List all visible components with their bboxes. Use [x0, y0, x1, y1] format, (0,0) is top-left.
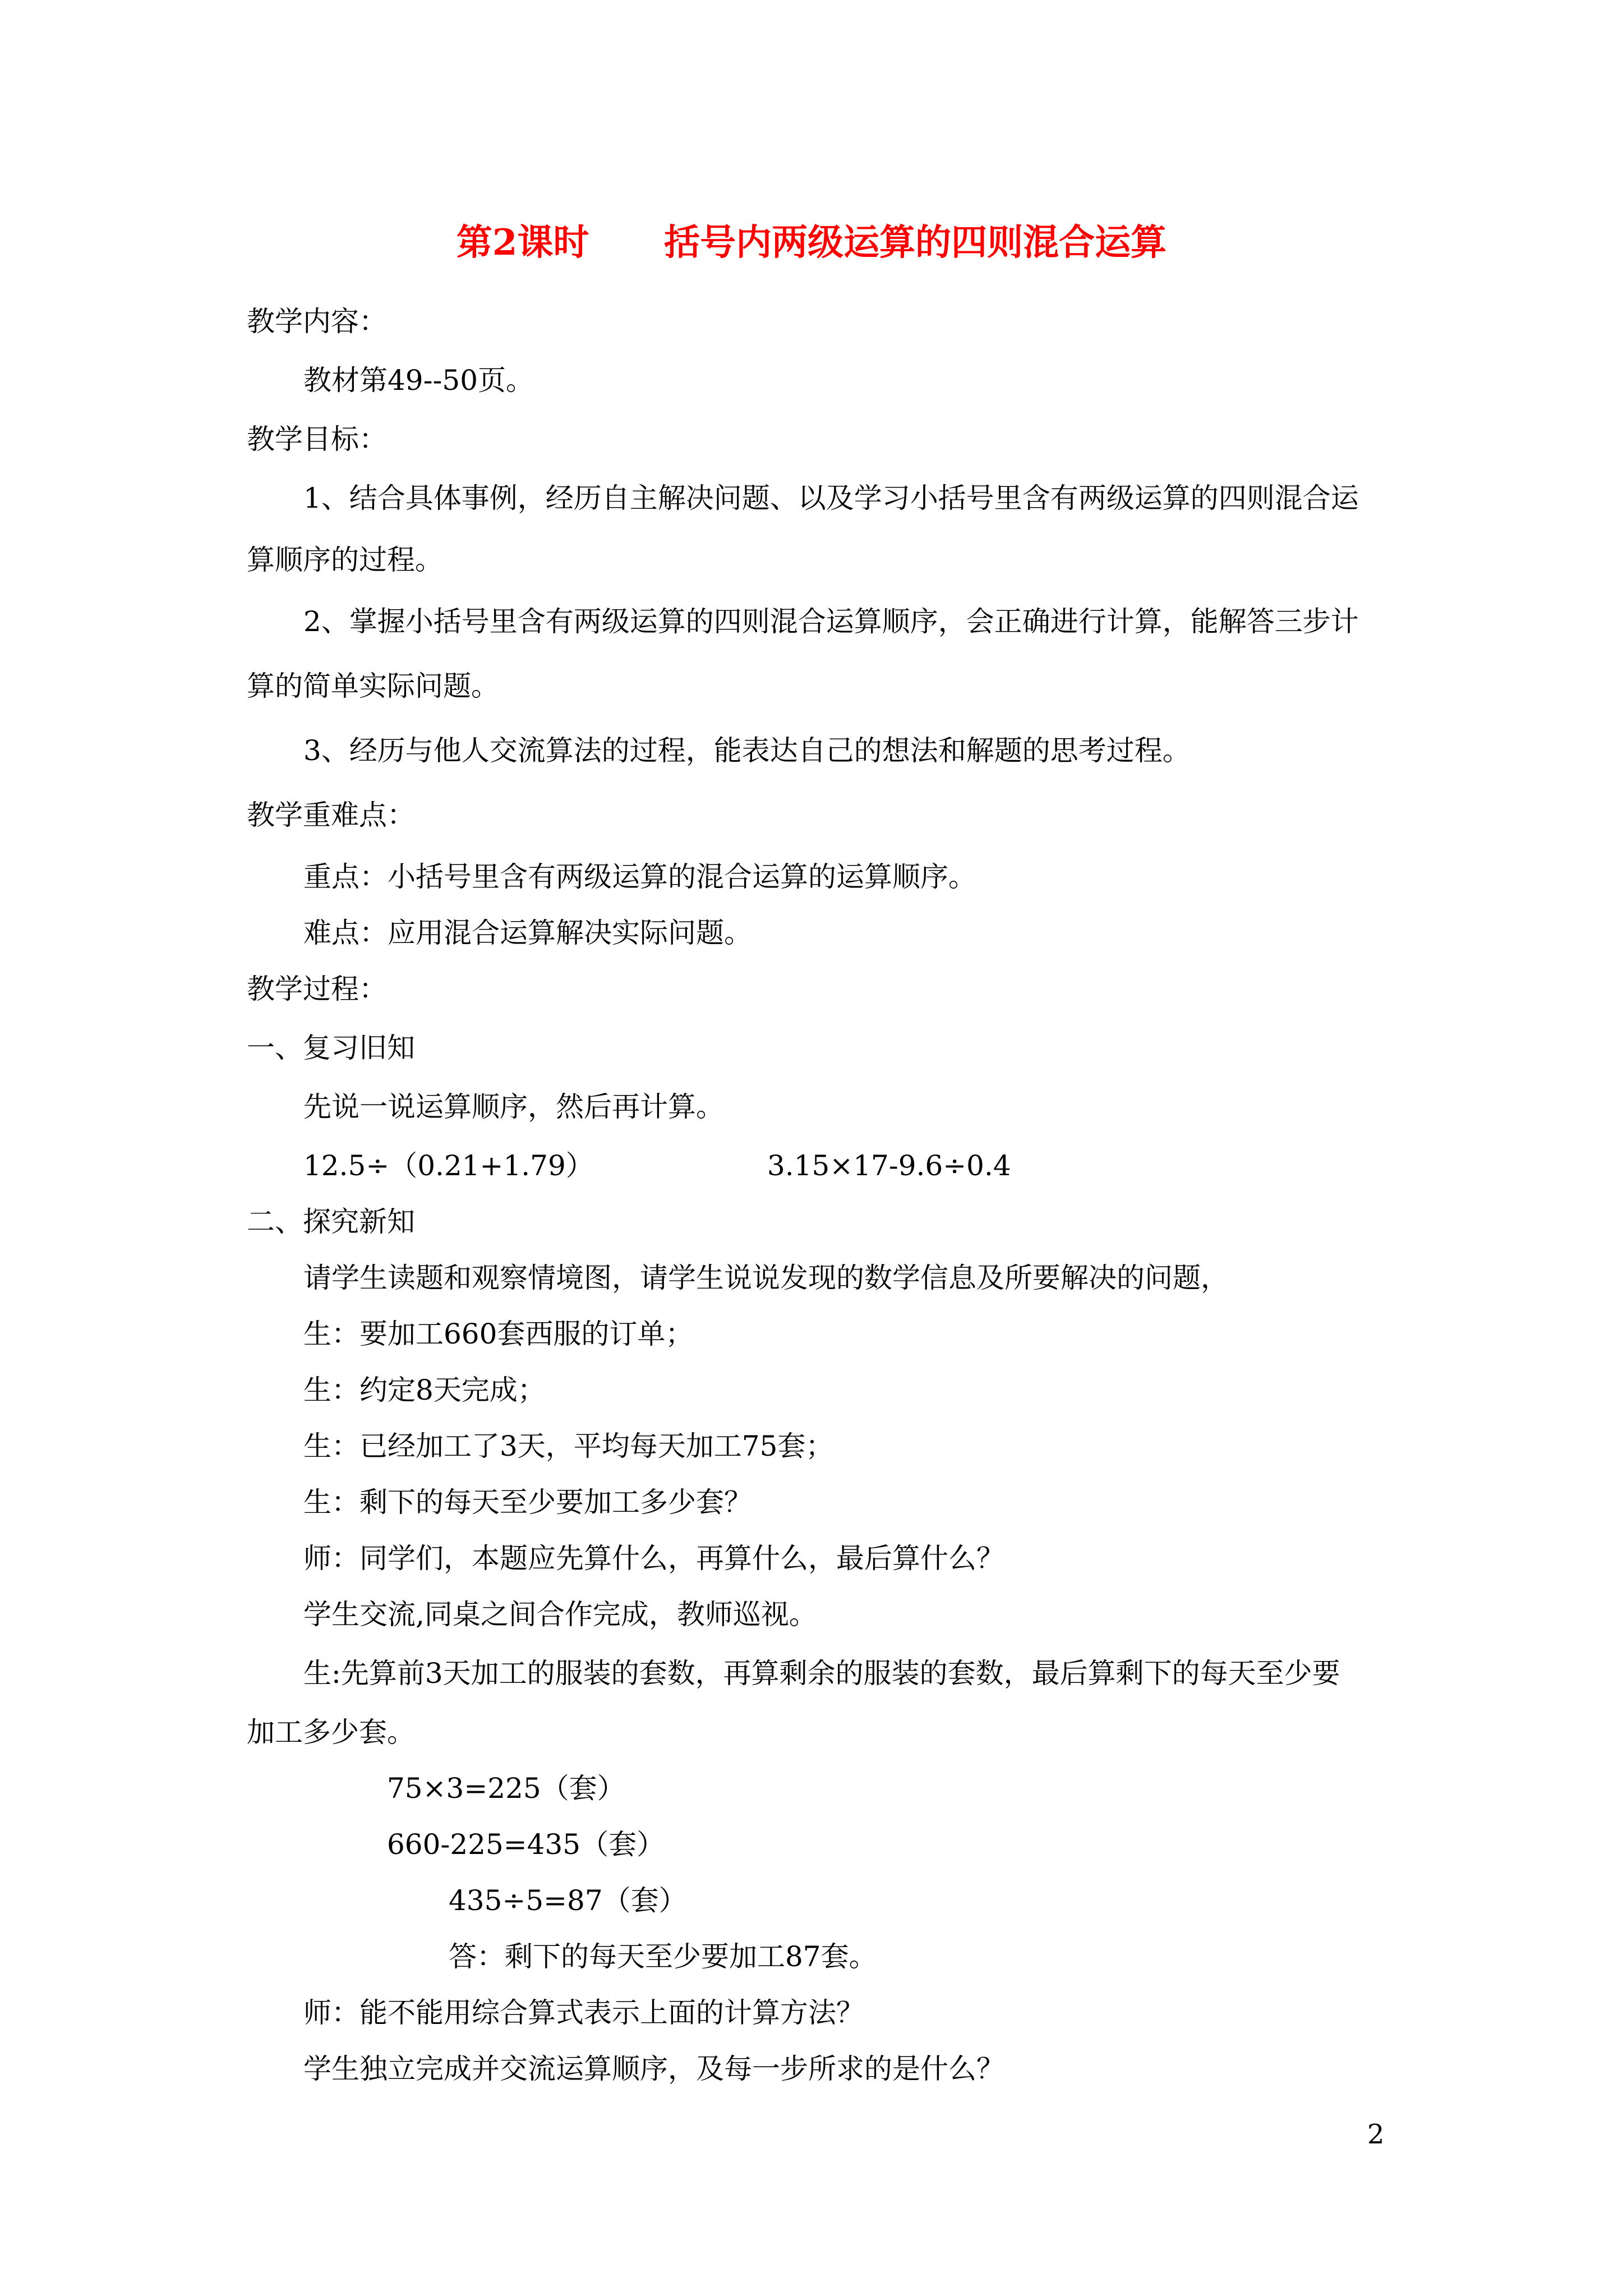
review-text: 先说一说运算顺序，然后再计算。	[303, 1091, 724, 1123]
key-points-heading: 教学重难点：	[247, 799, 415, 831]
goal-3: 3、经历与他人交流算法的过程，能表达自己的想法和解题的思考过程。	[303, 734, 1191, 767]
student-exchange: 学生交流,同桌之间合作完成，教师巡视。	[303, 1598, 817, 1631]
teaching-goals-heading: 教学目标：	[247, 423, 387, 455]
answer-line: 答：剩下的每天至少要加工87套。	[449, 1940, 877, 1973]
student-line-4: 生：剩下的每天至少要加工多少套？	[303, 1486, 752, 1519]
calculation-3: 435÷5=87（套）	[449, 1884, 687, 1917]
teacher-line-1: 师：同学们，本题应先算什么，再算什么，最后算什么？	[303, 1542, 1004, 1575]
teaching-content-text: 教材第49--50页。	[303, 364, 534, 397]
difficult-point: 难点：应用混合运算解决实际问题。	[303, 917, 752, 949]
teaching-process-heading: 教学过程：	[247, 973, 387, 1005]
calculation-2: 660-225=435（套）	[387, 1828, 665, 1861]
goal-1-line-1: 1、结合具体事例，经历自主解决问题、以及学习小括号里含有两级运算的四则混合运	[303, 482, 1359, 514]
goal-2-line-2: 算的简单实际问题。	[247, 670, 499, 702]
lesson-number: 第2课时	[456, 222, 589, 264]
key-point: 重点：小括号里含有两级运算的混合运算的运算顺序。	[303, 861, 976, 893]
goal-2-line-1: 2、掌握小括号里含有两级运算的四则混合运算顺序，会正确进行计算，能解答三步计	[303, 605, 1359, 638]
student-line-5-part-1: 生:先算前3天加工的服装的套数，再算剩余的服装的套数，最后算剩下的每天至少要	[303, 1657, 1340, 1690]
explore-heading: 二、探究新知	[247, 1205, 415, 1238]
review-heading: 一、复习旧知	[247, 1032, 415, 1064]
explore-intro: 请学生读题和观察情境图，请学生说说发现的数学信息及所要解决的问题，	[303, 1262, 1229, 1294]
student-line-3: 生：已经加工了3天，平均每天加工75套；	[303, 1430, 834, 1462]
goal-1-line-2: 算顺序的过程。	[247, 544, 443, 576]
teacher-line-2: 师：能不能用综合算式表示上面的计算方法？	[303, 1996, 864, 2029]
final-line: 学生独立完成并交流运算顺序，及每一步所求的是什么？	[303, 2053, 1004, 2085]
teaching-content-heading: 教学内容：	[247, 305, 387, 338]
student-line-2: 生：约定8天完成；	[303, 1374, 546, 1406]
lesson-topic: 括号内两级运算的四则混合运算	[664, 222, 1167, 264]
student-line-1: 生：要加工660套西服的订单；	[303, 1318, 694, 1350]
lesson-title	[0, 218, 1623, 268]
student-line-5-part-2: 加工多少套。	[247, 1716, 415, 1749]
review-expression-2: 3.15×17-9.6÷0.4	[767, 1149, 1011, 1182]
review-expression-1: 12.5÷（0.21+1.79）	[303, 1149, 594, 1182]
calculation-1: 75×3=225（套）	[387, 1772, 625, 1805]
page-number: 2	[1367, 2119, 1385, 2150]
